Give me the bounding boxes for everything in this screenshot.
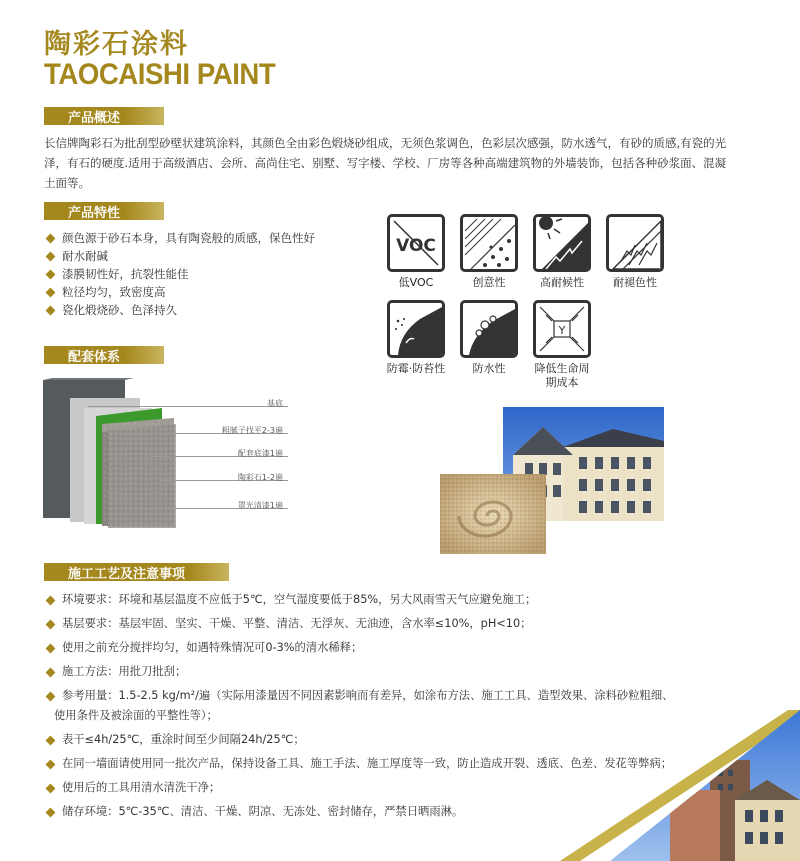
layer-label: 陶彩石1-2遍 [237,473,283,482]
overview-paragraph: 长信牌陶彩石为批刮型砂壁状建筑涂料，其颜色全由彩色煅烧砂组成，无须色浆调色，色彩层次感强，防水透气，有砂的质感,有瓷的光泽，有石的硬度.适用于高级酒店、会所、高尚住宅、别墅、写字楼、学校、厂房等各种高端建筑物的外墙装饰，包括各种砂浆面、混凝土面等。 [44,136,727,190]
cost-icon-cell [530,300,594,390]
icon-label: 耐褪色性 [613,276,657,289]
page-title-cn: 陶彩石涂料 [44,29,189,60]
sand-texture-photo [440,474,546,554]
list-item: 瓷化煅烧砂、色泽持久 [44,301,315,319]
section-heading-process [44,563,229,581]
heading-ribbon [124,346,164,364]
section-heading-system [44,346,164,364]
icon-label: 高耐候性 [540,276,584,289]
mildew-icon [387,300,445,358]
list-item: 使用之前充分搅拌均匀，如遇特殊情况可0-3%的清水稀释； [44,639,684,657]
waterproof-icon-cell [457,300,521,376]
section-heading-label: 产品特性 [44,202,124,220]
weather-icon-cell [530,214,594,290]
layer-label: 配套底漆1遍 [237,449,283,458]
list-item: 表干≤4h/25℃，重涂时间至少间隔24h/25℃； [44,731,684,749]
bullet-diamond-icon [46,760,56,770]
list-item: 使用后的工具用清水清洗干净； [44,779,684,797]
layer-label: 粗腻子找平2-3遍 [221,426,283,435]
voc-icon [387,214,445,272]
corner-decoration [560,710,800,861]
cost-icon [533,300,591,358]
bullet-diamond-icon [46,288,56,298]
svg-text:VOC: VOC [396,236,436,256]
section-heading-overview [44,107,164,125]
fade-resist-icon-cell [603,214,667,290]
icon-label: 降低生命周期成本 [534,362,590,389]
list-item: 基层要求：基层牢固、坚实、干燥、平整、清洁、无浮灰、无油迹，含水率≤10%，pH<10； [44,615,684,633]
fade-resist-icon [606,214,664,272]
icon-label: 低VOC [398,276,434,289]
icon-label: 防霉·防苔性 [386,362,446,375]
bullet-diamond-icon [46,736,56,746]
heading-ribbon [124,107,164,125]
icon-label: 创意性 [472,276,506,289]
bullet-diamond-icon [46,270,56,280]
bullet-diamond-icon [46,692,56,702]
list-item: 漆膜韧性好，抗裂性能佳 [44,265,315,283]
section-heading-label: 产品概述 [44,107,124,125]
creative-icon [460,214,518,272]
bullet-diamond-icon [46,306,56,316]
list-item-continuation: 使用条件及被涂面的平整性等）； [54,709,218,722]
icon-label: 防水性 [472,362,506,375]
list-item: 环境要求：环境和基层温度不应低于5℃，空气湿度要低于85%，另大风雨雪天气应避免施工； [44,591,684,609]
heading-ribbon [189,563,229,581]
voc-icon-cell [384,214,448,290]
list-item: 在同一墙面请使用同一批次产品，保持设备工具、施工手法、施工厚度等一致，防止造成开裂、透底、色差、发花等弊病； [44,755,684,773]
list-item: 颜色源于砂石本身，具有陶瓷般的质感，保色性好 [44,229,315,247]
page-title-en: TAOCAISHI PAINT [44,58,276,91]
list-item: 参考用量：1.5-2.5 kg/m²/遍（实际用漆量因不同因素影响而有差异，如涂布方法、施工工具、造型效果、涂料砂粒粗细、 [44,687,684,705]
section-heading-label: 配套体系 [44,346,124,364]
list-item: 储存环境：5℃-35℃、清洁、干燥、阴凉、无冻处、密封储存，严禁日晒雨淋。 [44,803,684,821]
list-item: 耐水耐碱 [44,247,315,265]
heading-ribbon [124,202,164,220]
section-heading-label: 施工工艺及注意事项 [44,563,189,581]
svg-text:Y: Y [558,324,566,337]
layer-label: 基底 [267,399,283,408]
bullet-diamond-icon [46,808,56,818]
mildew-icon-cell [384,300,448,376]
list-item: 粒径均匀，致密度高 [44,283,315,301]
bullet-diamond-icon [46,252,56,262]
bullet-diamond-icon [46,234,56,244]
bullet-diamond-icon [46,784,56,794]
layer-label: 罩光清漆1遍 [237,501,283,510]
section-heading-features [44,202,164,220]
list-item: 施工方法：用批刀批刮； [44,663,684,681]
features-list [44,229,315,319]
creative-icon-cell [457,214,521,290]
weather-icon [533,214,591,272]
waterproof-icon [460,300,518,358]
bullet-diamond-icon [46,644,56,654]
bullet-diamond-icon [46,620,56,630]
bullet-diamond-icon [46,596,56,606]
bullet-diamond-icon [46,668,56,678]
